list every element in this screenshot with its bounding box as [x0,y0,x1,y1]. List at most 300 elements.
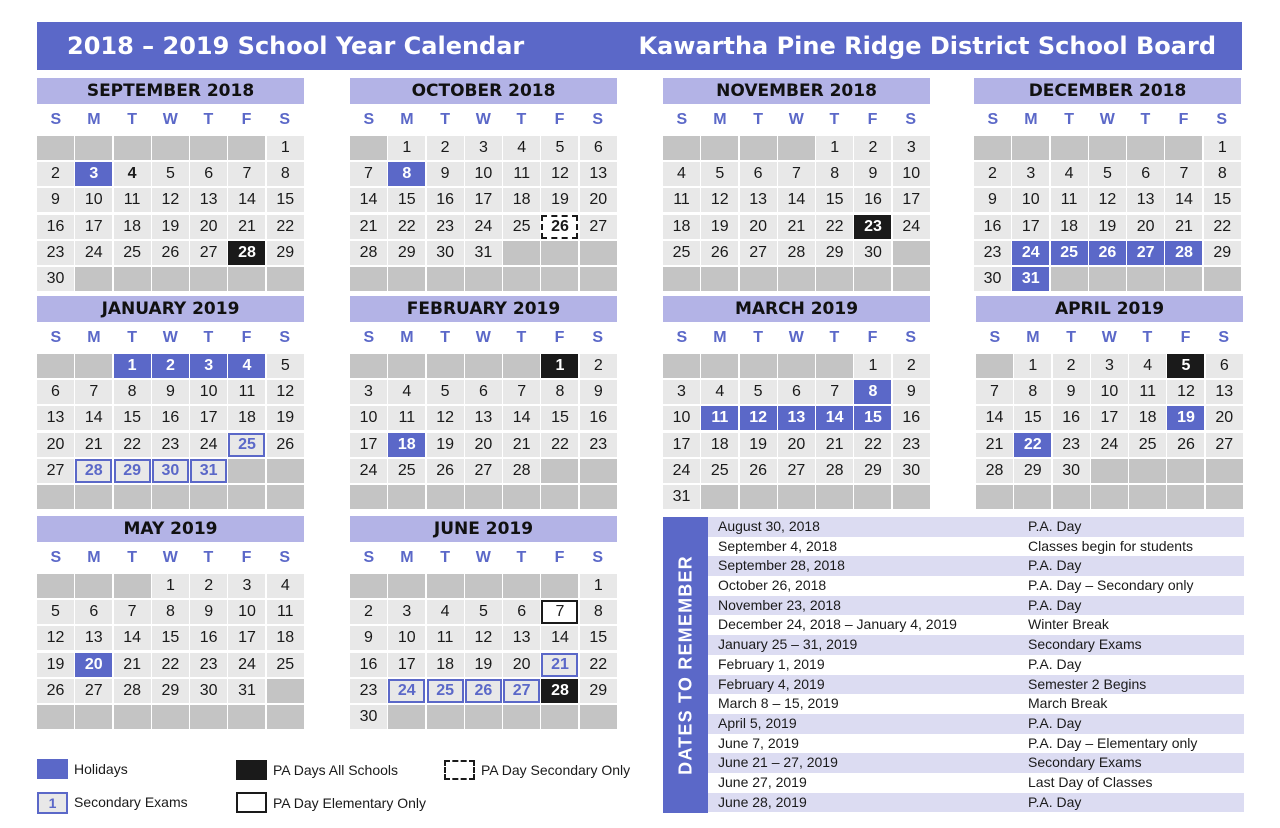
day-cell: 4 [701,380,738,404]
date-row [708,694,1244,714]
empty-day-cell [152,485,189,509]
date-text: November 23, 2018 [718,596,841,613]
day-cell: 16 [580,406,617,430]
weekday-label: S [50,329,62,346]
day-cell: 12 [427,406,464,430]
weekday-label: M [87,329,101,346]
day-cell: 27 [75,679,112,703]
day-cell: 19 [152,215,189,239]
day-cell: 10 [1091,380,1128,404]
date-row [708,576,1244,596]
day-cell: 29 [1204,241,1241,265]
day-cell: 7 [541,600,578,624]
event-text: P.A. Day – Elementary only [1028,734,1198,751]
day-cell: 21 [778,215,815,239]
day-cell: 15 [1014,406,1051,430]
day-cell: 17 [663,433,700,457]
empty-day-cell [75,705,112,729]
weekday-label: M [400,549,414,566]
weekday-label: S [50,111,62,128]
empty-day-cell [1167,485,1204,509]
weekday-label: S [592,549,603,566]
weekday-label: W [1101,329,1117,346]
day-cell: 25 [503,215,540,239]
empty-day-cell [388,485,425,509]
day-cell: 28 [778,241,815,265]
day-cell: 5 [740,380,777,404]
month-title: JANUARY 2019 [37,296,304,322]
day-cell: 30 [974,267,1011,291]
empty-day-cell [1206,459,1243,483]
empty-day-cell [816,267,853,291]
weekday-label: T [440,111,450,128]
day-cell: 8 [267,162,304,186]
day-cell: 26 [1167,433,1204,457]
day-cell: 22 [541,433,578,457]
weekday-label: T [127,549,137,566]
day-cell: 21 [976,433,1013,457]
day-cell: 9 [350,626,387,650]
day-cell: 23 [152,433,189,457]
day-cell: 16 [854,188,891,212]
exam-swatch: 1 [37,792,68,814]
day-cell: 23 [580,433,617,457]
day-cell: 13 [1206,380,1243,404]
empty-day-cell [350,267,387,291]
day-cell: 6 [75,600,112,624]
legend-holidays-label: Holidays [74,761,128,777]
empty-day-cell [580,705,617,729]
month-title: MARCH 2019 [663,296,930,322]
empty-day-cell [1091,485,1128,509]
day-cell: 1 [152,574,189,598]
day-cell: 22 [1204,215,1241,239]
empty-day-cell [190,136,227,160]
day-cell: 3 [190,354,227,378]
empty-day-cell [740,136,777,160]
day-cell: 26 [152,241,189,265]
day-cell: 17 [75,215,112,239]
empty-day-cell [1129,459,1166,483]
month-calendar [663,78,930,291]
day-cell: 12 [740,406,777,430]
day-cell: 26 [541,215,578,239]
day-cell: 9 [580,380,617,404]
day-cell: 10 [228,600,265,624]
day-cell: 11 [503,162,540,186]
day-cell: 22 [388,215,425,239]
pa-elem-swatch [236,792,267,813]
day-cell: 24 [350,459,387,483]
weekday-header [37,542,304,574]
weekday-label: S [989,329,1001,346]
day-cell: 8 [854,380,891,404]
day-cell: 8 [114,380,151,404]
weekday-label: S [363,329,375,346]
day-cell: 11 [701,406,738,430]
day-cell: 8 [541,380,578,404]
day-cell: 31 [190,459,227,483]
weekday-label: T [127,111,137,128]
weekday-label: S [1218,329,1229,346]
day-cell: 1 [388,136,425,160]
weekday-label: T [516,111,527,128]
day-cell: 1 [114,354,151,378]
dates-to-remember-heading: DATES TO REMEMBER [675,555,695,775]
day-cell: 19 [1167,406,1204,430]
pa-sec-swatch [444,760,475,780]
empty-day-cell [503,354,540,378]
day-cell: 2 [37,162,74,186]
empty-day-cell [152,705,189,729]
day-cell: 22 [267,215,304,239]
day-cell: 1 [854,354,891,378]
day-cell: 24 [1012,241,1049,265]
day-cell: 20 [503,653,540,677]
date-row [708,655,1244,675]
day-cell: 30 [152,459,189,483]
day-cell: 16 [37,215,74,239]
day-cell: 7 [114,600,151,624]
day-cell: 14 [228,188,265,212]
day-cell: 30 [350,705,387,729]
empty-day-cell [350,136,387,160]
weekday-label: S [1216,111,1227,128]
day-cell: 27 [778,459,815,483]
weekday-label: W [162,329,178,346]
date-text: June 7, 2019 [718,734,799,751]
day-cell: 13 [740,188,777,212]
weekday-label: F [1180,329,1191,346]
day-cell: 19 [541,188,578,212]
empty-day-cell [1053,485,1090,509]
empty-day-cell [1167,459,1204,483]
day-cell: 20 [1127,215,1164,239]
date-text: October 26, 2018 [718,577,827,594]
day-cell: 23 [190,653,227,677]
day-cell: 18 [267,626,304,650]
day-cell: 27 [1127,241,1164,265]
day-cell: 28 [228,241,265,265]
day-cell: 13 [465,406,502,430]
day-cell: 24 [893,215,930,239]
day-cell: 24 [75,241,112,265]
day-cell: 14 [75,406,112,430]
day-cell: 17 [1091,406,1128,430]
month-title: SEPTEMBER 2018 [37,78,304,104]
day-cell: 1 [1014,354,1051,378]
day-cell: 7 [228,162,265,186]
date-text: December 24, 2018 – January 4, 2019 [718,616,957,633]
day-cell: 19 [427,433,464,457]
dates-to-remember-heading-bar [663,517,708,813]
day-cell: 10 [1012,188,1049,212]
day-cell: 18 [427,653,464,677]
day-cell: 28 [503,459,540,483]
weekday-label: T [753,111,763,128]
weekday-label: T [1142,329,1153,346]
day-cell: 16 [152,406,189,430]
day-cell: 11 [267,600,304,624]
day-cell: 5 [701,162,738,186]
empty-day-cell [228,136,265,160]
day-cell: 24 [228,653,265,677]
date-text: February 1, 2019 [718,655,825,672]
day-cell: 29 [267,241,304,265]
weekday-label: W [475,111,491,128]
day-grid [37,354,304,509]
day-cell: 2 [350,600,387,624]
day-cell: 7 [503,380,540,404]
day-cell: 31 [465,241,502,265]
day-cell: 5 [37,600,74,624]
empty-day-cell [114,705,151,729]
day-cell: 2 [974,162,1011,186]
day-cell: 23 [1053,433,1090,457]
empty-day-cell [465,574,502,598]
day-cell: 9 [974,188,1011,212]
month-calendar [37,296,304,509]
day-cell: 19 [37,653,74,677]
empty-day-cell [1051,136,1088,160]
weekday-label: F [241,549,252,566]
empty-day-cell [854,267,891,291]
empty-day-cell [75,485,112,509]
month-calendar [37,78,304,291]
day-cell: 18 [1129,406,1166,430]
day-cell: 25 [1129,433,1166,457]
day-cell: 9 [1053,380,1090,404]
day-cell: 6 [465,380,502,404]
month-calendar [350,78,617,291]
weekday-label: F [241,111,252,128]
day-cell: 11 [114,188,151,212]
empty-day-cell [541,574,578,598]
weekday-label: T [203,329,214,346]
empty-day-cell [465,705,502,729]
weekday-label: S [279,549,290,566]
event-text: P.A. Day [1028,655,1082,672]
event-text: P.A. Day – Secondary only [1028,577,1194,594]
date-row [708,615,1244,635]
empty-day-cell [893,485,930,509]
day-cell: 3 [1012,162,1049,186]
day-cell: 27 [580,215,617,239]
day-cell: 24 [388,679,425,703]
empty-day-cell [740,354,777,378]
day-cell: 7 [75,380,112,404]
empty-day-cell [541,459,578,483]
day-cell: 23 [893,433,930,457]
day-cell: 30 [1053,459,1090,483]
day-cell: 3 [893,136,930,160]
date-text: April 5, 2019 [718,714,797,731]
day-cell: 20 [1206,406,1243,430]
weekday-label: S [363,549,375,566]
day-cell: 28 [816,459,853,483]
day-cell: 26 [465,679,502,703]
empty-day-cell [75,267,112,291]
day-cell: 24 [465,215,502,239]
empty-day-cell [893,267,930,291]
month-calendar [663,296,930,509]
empty-day-cell [465,354,502,378]
day-cell: 9 [854,162,891,186]
day-cell: 9 [893,380,930,404]
empty-day-cell [350,574,387,598]
empty-day-cell [228,705,265,729]
weekday-label: T [440,329,450,346]
weekday-header [976,322,1243,354]
day-cell: 9 [37,188,74,212]
weekday-label: S [592,329,603,346]
date-text: September 4, 2018 [718,537,838,554]
day-grid [350,354,617,509]
day-cell: 13 [190,188,227,212]
empty-day-cell [427,485,464,509]
day-grid [350,574,617,729]
day-cell: 28 [114,679,151,703]
weekday-header [350,542,617,574]
date-row [708,773,1244,793]
empty-day-cell [1014,485,1051,509]
day-cell: 24 [1091,433,1128,457]
day-cell: 25 [663,241,700,265]
day-cell: 23 [974,241,1011,265]
weekday-label: W [788,111,804,128]
day-cell: 5 [1089,162,1126,186]
day-cell: 12 [37,626,74,650]
empty-day-cell [580,459,617,483]
empty-day-cell [778,485,815,509]
day-cell: 16 [1053,406,1090,430]
day-cell: 28 [541,679,578,703]
day-cell: 4 [388,380,425,404]
day-cell: 21 [350,215,387,239]
day-cell: 22 [114,433,151,457]
date-text: June 27, 2019 [718,773,807,790]
empty-day-cell [1204,267,1241,291]
day-cell: 14 [503,406,540,430]
day-cell: 23 [37,241,74,265]
day-cell: 23 [854,215,891,239]
day-cell: 16 [350,653,387,677]
weekday-label: F [1178,111,1189,128]
day-cell: 20 [778,433,815,457]
empty-day-cell [267,485,304,509]
empty-day-cell [37,485,74,509]
weekday-header [37,322,304,354]
empty-day-cell [267,459,304,483]
month-calendar [350,516,617,729]
empty-day-cell [503,574,540,598]
day-cell: 9 [152,380,189,404]
weekday-label: W [162,549,178,566]
day-cell: 20 [75,653,112,677]
empty-day-cell [974,136,1011,160]
empty-day-cell [388,267,425,291]
empty-day-cell [350,485,387,509]
empty-day-cell [503,241,540,265]
empty-day-cell [388,705,425,729]
day-cell: 8 [580,600,617,624]
day-cell: 22 [580,653,617,677]
day-cell: 6 [503,600,540,624]
day-cell: 18 [388,433,425,457]
empty-day-cell [816,485,853,509]
empty-day-cell [37,136,74,160]
weekday-label: T [440,549,450,566]
day-cell: 24 [190,433,227,457]
month-title: MAY 2019 [37,516,304,542]
day-cell: 31 [663,485,700,509]
day-cell: 21 [228,215,265,239]
empty-day-cell [267,679,304,703]
empty-day-cell [267,267,304,291]
day-cell: 5 [1167,354,1204,378]
day-cell: 28 [1165,241,1202,265]
day-cell: 2 [580,354,617,378]
empty-day-cell [580,485,617,509]
day-cell: 23 [427,215,464,239]
month-title: JUNE 2019 [350,516,617,542]
day-cell: 30 [893,459,930,483]
day-cell: 4 [114,162,151,186]
event-text: Semester 2 Begins [1028,675,1147,692]
day-cell: 10 [663,406,700,430]
day-cell: 20 [190,215,227,239]
day-cell: 26 [1089,241,1126,265]
weekday-label: M [400,111,414,128]
day-cell: 3 [388,600,425,624]
event-text: Secondary Exams [1028,636,1142,653]
weekday-label: S [279,111,290,128]
day-cell: 2 [854,136,891,160]
day-cell: 4 [267,574,304,598]
day-cell: 18 [701,433,738,457]
month-title: DECEMBER 2018 [974,78,1241,104]
day-cell: 9 [190,600,227,624]
weekday-label: M [400,329,414,346]
legend-pa-sec-label: PA Day Secondary Only [481,762,631,778]
empty-day-cell [427,574,464,598]
empty-day-cell [427,705,464,729]
date-row [708,675,1244,695]
day-cell: 27 [190,241,227,265]
day-cell: 13 [580,162,617,186]
day-cell: 2 [152,354,189,378]
day-cell: 27 [37,459,74,483]
day-cell: 27 [465,459,502,483]
day-cell: 3 [350,380,387,404]
empty-day-cell [228,267,265,291]
day-cell: 6 [778,380,815,404]
day-cell: 4 [427,600,464,624]
day-cell: 13 [1127,188,1164,212]
legend-pa-all-label: PA Days All Schools [273,762,399,778]
weekday-label: S [50,549,62,566]
day-cell: 23 [350,679,387,703]
day-cell: 21 [1165,215,1202,239]
date-row [708,556,1244,576]
day-cell: 25 [114,241,151,265]
day-cell: 26 [427,459,464,483]
weekday-header [37,104,304,136]
month-calendar [37,516,304,729]
weekday-label: M [1024,111,1038,128]
empty-day-cell [1091,459,1128,483]
weekday-label: F [554,549,565,566]
